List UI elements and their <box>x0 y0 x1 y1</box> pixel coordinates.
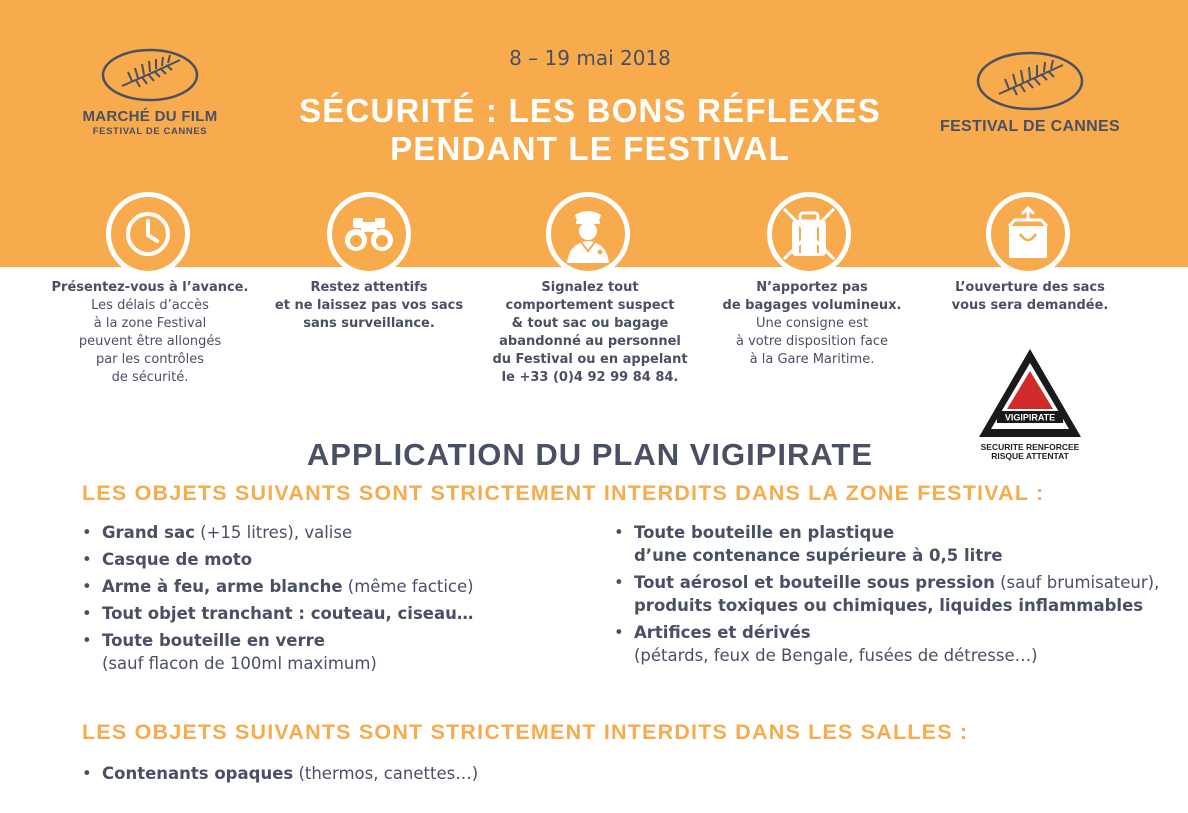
subtitle-salles: LES OBJETS SUIVANTS SONT STRICTEMENT INTERDITS DANS LES SALLES : <box>82 720 969 744</box>
zone-items-right <box>612 521 1172 671</box>
salles-items <box>80 762 780 789</box>
caption-bag-check: L’ouverture des sacs vous sera demandée. <box>951 280 1109 313</box>
list-item: • Grand sac (+15 litres), valise <box>80 521 580 544</box>
list-item: • Tout aérosol et bouteille sous pression (sauf brumisateur), produits toxiques ou chimiques, liquides inflammables <box>612 571 1172 617</box>
caption-report-suspect: Signalez tout comportement suspect & tout sac ou bagage abandonné au personnel du Festival ou en appelant le +33 (0)4 92 99 84 84. <box>492 280 688 385</box>
palm-leaf-icon <box>975 50 1085 112</box>
vigipirate-line-1: SECURITE RENFORCEE <box>980 442 1080 452</box>
vigipirate-triangle-icon <box>975 347 1085 439</box>
vigipirate-badge-label: VIGIPIRATE <box>1004 412 1056 423</box>
festival-de-cannes-logo <box>930 50 1130 136</box>
festival-dates: 8 – 19 mai 2018 <box>509 46 671 70</box>
list-item: • Toute bouteille en plastique d’une contenance supérieure à 0,5 litre <box>612 521 1172 567</box>
caption-no-luggage: N’apportez pas de bagages volumineux. Une consigne est à votre disposition face à la Gare Maritime. <box>722 280 902 367</box>
subtitle-zone-festival: LES OBJETS SUIVANTS SONT STRICTEMENT INTERDITS DANS LA ZONE FESTIVAL : <box>82 481 1045 505</box>
caption-stay-alert: Restez attentifs et ne laissez pas vos sacs sans surveillance. <box>274 280 464 331</box>
no-luggage-icon <box>778 203 840 265</box>
binoculars-icon <box>341 214 397 254</box>
clock-icon-badge <box>106 192 190 276</box>
binoculars-icon-badge <box>327 192 411 276</box>
list-item: • Contenants opaques (thermos, canettes…) <box>80 762 780 785</box>
logo-left-name: MARCHÉ DU FILM <box>82 108 218 125</box>
vigipirate-line-2: RISQUE ATTENTAT <box>991 451 1069 461</box>
open-bag-icon <box>1003 206 1053 262</box>
page-title <box>240 92 940 168</box>
zone-items-left <box>80 521 580 679</box>
list-item: • Tout objet tranchant : couteau, ciseau… <box>80 602 580 625</box>
logo-right-name: FESTIVAL DE CANNES <box>940 118 1120 135</box>
security-guard-icon-badge <box>546 192 630 276</box>
open-bag-icon-badge <box>986 192 1070 276</box>
list-item: • Arme à feu, arme blanche (même factice) <box>80 575 580 598</box>
title-line-1: SÉCURITÉ : LES BONS RÉFLEXES <box>299 92 881 129</box>
palm-leaf-icon <box>100 46 200 104</box>
clock-icon <box>124 210 172 258</box>
no-luggage-icon-badge <box>767 192 851 276</box>
security-guard-icon <box>561 205 615 263</box>
title-line-2: PENDANT LE FESTIVAL <box>390 130 790 167</box>
section-title: APPLICATION DU PLAN VIGIPIRATE <box>306 437 874 472</box>
list-item: • Toute bouteille en verre (sauf flacon de 100ml maximum) <box>80 629 580 675</box>
list-item: • Casque de moto <box>80 548 580 571</box>
list-item: • Artifices et dérivés (pétards, feux de Bengale, fusées de détresse…) <box>612 621 1172 667</box>
caption-arrive-early: Présentez-vous à l’avance. Les délais d’accès à la zone Festival peuvent être allongés par les contrôles de sécurité. <box>51 280 249 385</box>
marche-du-film-logo <box>60 46 240 137</box>
logo-left-sub: FESTIVAL DE CANNES <box>92 126 208 137</box>
